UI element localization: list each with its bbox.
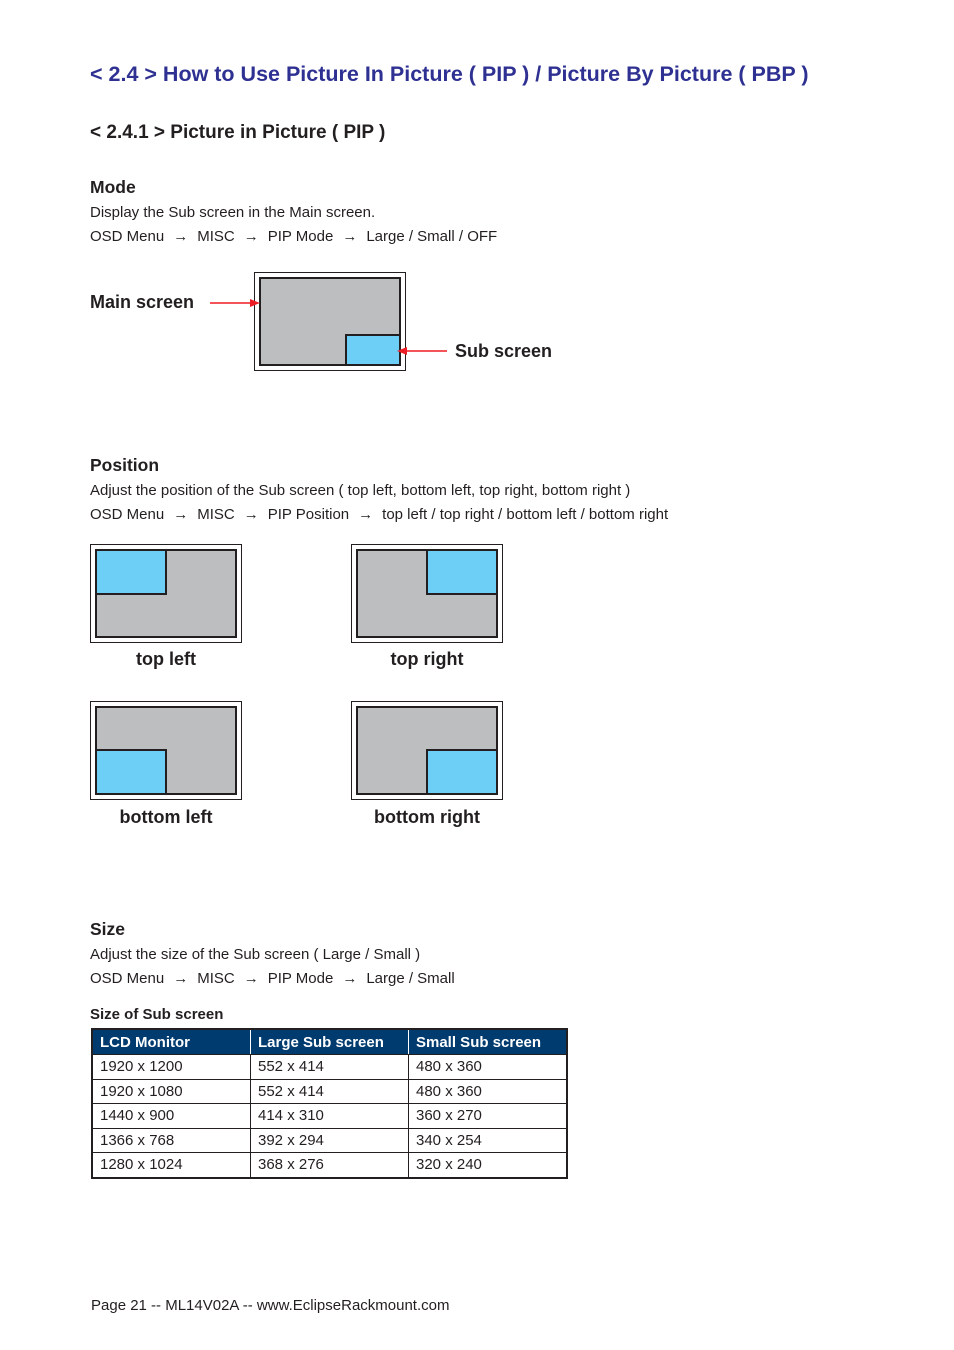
table-cell: 1920 x 1200 [92,1055,251,1080]
arrow-icon: → [342,970,358,987]
table-cell: 360 x 270 [409,1104,568,1129]
arrow-icon: → [243,506,259,523]
path-step: PIP Position [267,506,350,523]
sub-screen [426,749,498,795]
path-step: MISC [197,506,235,523]
arrow-icon: → [243,228,259,245]
arrow-icon: → [173,228,189,245]
sub-screen-pointer [397,347,447,355]
path-step: PIP Mode [267,970,334,987]
path-step: PIP Mode [267,228,334,245]
table-cell: 414 x 310 [251,1104,409,1129]
sub-screen [95,549,167,595]
main-screen-label: Main screen [90,292,195,312]
column-header: Small Sub screen [409,1029,568,1055]
arrow-icon: → [358,506,374,523]
table-cell: 392 x 294 [251,1128,409,1153]
column-header: LCD Monitor [92,1029,251,1055]
label-top-right: top right [390,649,464,669]
size-description: Adjust the size of the Sub screen ( Large / Small ) [90,946,421,963]
table-cell: 340 x 254 [409,1128,568,1153]
table-cell: 1440 x 900 [92,1104,251,1129]
label-top-left: top left [136,649,196,669]
table-cell: 368 x 276 [251,1153,409,1178]
label-bottom-left: bottom left [119,807,213,827]
table-cell: 1280 x 1024 [92,1153,251,1178]
path-step: OSD Menu [90,228,165,245]
table-row [92,1055,567,1080]
sub-screen-label: Sub screen [455,341,553,361]
path-step: OSD Menu [90,970,165,987]
size-osd-path [90,970,455,987]
table-cell: 480 x 360 [409,1055,568,1080]
table-header-row [92,1029,567,1055]
pointer-arrows [0,0,954,420]
sub-screen-size-table [91,1028,568,1179]
table-cell: 552 x 414 [251,1055,409,1080]
mode-description: Display the Sub screen in the Main screen. [90,204,376,221]
arrow-icon: → [173,506,189,523]
table-row [92,1079,567,1104]
label-bottom-right: bottom right [374,807,480,827]
page-title: < 2.4 > How to Use Picture In Picture ( PIP ) / Picture By Picture ( PBP ) [90,62,809,86]
diagram-bottom-right [351,701,503,800]
table-cell: 320 x 240 [409,1153,568,1178]
mode-heading: Mode [90,177,136,197]
arrow-icon: → [342,228,358,245]
position-description: Adjust the position of the Sub screen ( top left, bottom left, top right, bottom right ) [90,482,631,499]
table-row [92,1104,567,1129]
table-cell: 480 x 360 [409,1079,568,1104]
column-header: Large Sub screen [251,1029,409,1055]
table-row [92,1153,567,1178]
table-caption: Size of Sub screen [90,1006,224,1023]
position-osd-path [90,506,668,523]
page-footer: Page 21 -- ML14V02A -- www.EclipseRackmount.com [91,1297,450,1314]
position-heading: Position [90,455,160,475]
sub-screen [426,549,498,595]
table-row [92,1128,567,1153]
path-step: MISC [197,970,235,987]
sub-screen [95,749,167,795]
section-title: < 2.4.1 > Picture in Picture ( PIP ) [90,122,386,143]
table-cell: 552 x 414 [251,1079,409,1104]
path-step: MISC [197,228,235,245]
path-options: Large / Small [366,970,455,987]
diagram-bottom-left [90,701,242,800]
diagram-top-left [90,544,242,643]
diagram-top-right [351,544,503,643]
size-heading: Size [90,919,126,939]
path-options: Large / Small / OFF [366,228,498,245]
path-options: top left / top right / bottom left / bottom right [382,506,669,523]
table-cell: 1920 x 1080 [92,1079,251,1104]
path-step: OSD Menu [90,506,165,523]
arrow-icon: → [173,970,189,987]
arrow-icon: → [243,970,259,987]
main-screen-pointer [210,299,260,307]
table-cell: 1366 x 768 [92,1128,251,1153]
